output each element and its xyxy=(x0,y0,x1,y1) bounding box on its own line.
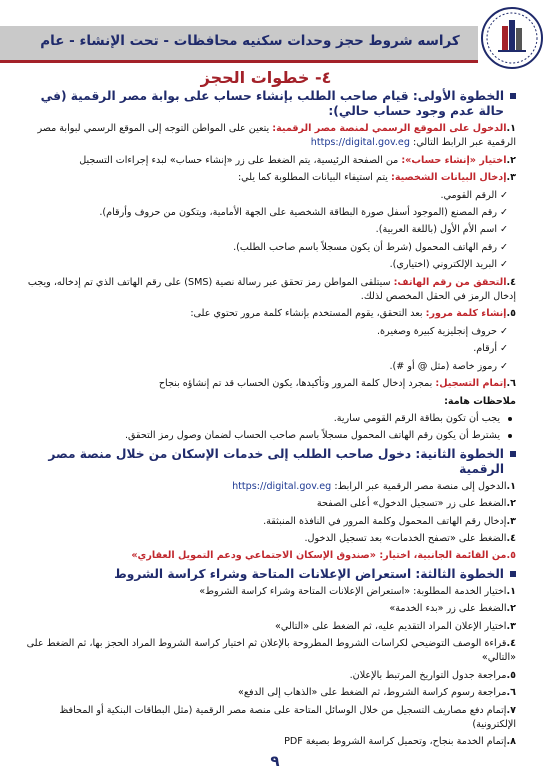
item-number: ٥. xyxy=(506,669,516,681)
step3-heading xyxy=(16,567,516,582)
header-title: كراسه شروط حجز وحدات سكنيه محافظات - تحت الإنشاء - عام xyxy=(40,33,460,49)
section-title: ٤- خطوات الحجز xyxy=(200,68,332,87)
item-number: ٦. xyxy=(506,687,516,699)
item-text: الضغط على زر «بدء الخدمة» xyxy=(389,603,507,615)
step2-item-3 xyxy=(16,515,516,529)
step1-heading-text: الخطوة الأولى: قيام صاحب الطلب بإنشاء حساب على بوابة مصر الرقمية (في حالة عدم وجود حساب حالي): xyxy=(40,89,504,118)
step2-heading-text: الخطوة الثانية: دخول صاحب الطلب إلى خدمات الإسكان من خلال منصة مصر الرقمية xyxy=(48,446,504,476)
step1-item-6 xyxy=(16,377,516,391)
check-item xyxy=(16,206,508,220)
bullet-dot-icon xyxy=(508,434,512,438)
item-number: ١. xyxy=(506,123,516,134)
check-text: رقم المصنع (الموجود أسفل صورة البطاقة الشخصية على الجهة الأمامية، ويتكون من حروف وأرقام). xyxy=(99,207,497,219)
item-text: يتم استيفاء البيانات المطلوبة كما يلي: xyxy=(237,172,391,184)
check-text: أرقام. xyxy=(473,343,497,355)
item-text: إتمام الخدمة بنجاح، وتحميل كراسة الشروط بصيغة PDF xyxy=(284,736,507,748)
step3-item-7 xyxy=(16,704,516,733)
item-number: ٣. xyxy=(506,620,516,632)
check-icon: ✓ xyxy=(499,343,508,355)
step3-item-4 xyxy=(16,637,516,666)
note-text: يشترط أن يكون رقم الهاتف المحمول مسجلاً باسم صاحب الحساب لضمان وصول رمز التحقق. xyxy=(124,430,500,442)
item-label: التحقق من رقم الهاتف: xyxy=(393,276,507,288)
check-text: البريد الإلكتروني (اختياري). xyxy=(389,259,497,271)
step3-item-8 xyxy=(16,735,516,749)
digital-gov-link[interactable]: https://digital.gov.eg xyxy=(232,480,332,492)
step1-heading xyxy=(16,89,516,119)
item-text: إدخال رقم الهاتف المحمول وكلمة المرور في النافذة المنبثقة. xyxy=(263,515,507,527)
check-icon: ✓ xyxy=(499,360,508,372)
check-item xyxy=(16,258,508,272)
item-label: الدخول على الموقع الرسمي لمنصة مصر الرقمية: xyxy=(272,123,507,134)
item-label: إدخال البيانات الشخصية: xyxy=(390,172,507,184)
item-number: ٣. xyxy=(506,515,516,527)
item-text: اختيار الإعلان المراد التقديم عليه، ثم الضغط على «التالي» xyxy=(275,620,507,632)
step1-item-5 xyxy=(16,307,516,321)
item-text: سيتلقى المواطن رمز تحقق عبر رسالة نصية (SMS) على رقم الهاتف الذي تم إدخاله، ويجب إدخال الرمز في الحقل المخصص لذلك. xyxy=(27,276,516,303)
step3-item-1 xyxy=(16,585,516,599)
bullet-square-icon xyxy=(510,571,516,577)
item-number: ٣. xyxy=(506,172,516,184)
notes-title: ملاحظات هامة: xyxy=(444,395,516,407)
item-number: ١. xyxy=(506,480,516,492)
note-text: يجب أن تكون بطاقة الرقم القومي سارية. xyxy=(333,412,500,424)
step1-item-1 xyxy=(16,122,516,151)
note-item xyxy=(16,429,500,443)
item-label: إنشاء كلمة مرور: xyxy=(425,308,507,320)
check-icon: ✓ xyxy=(499,259,508,271)
step2-item-5 xyxy=(16,549,516,563)
check-item xyxy=(16,342,508,356)
check-item xyxy=(16,360,508,374)
header-stripe xyxy=(0,60,478,63)
item-text: الضغط على «تصفح الخدمات» بعد تسجيل الدخول. xyxy=(304,532,507,544)
item-text: بمجرد إدخال كلمة المرور وتأكيدها، يكون الحساب قد تم إنشاؤه بنجاح xyxy=(158,378,436,390)
item-text: بعد التحقق، يقوم المستخدم بإنشاء كلمة مرور تحتوي على: xyxy=(190,308,426,320)
item-text: الضغط على زر «تسجيل الدخول» أعلى الصفحة xyxy=(316,498,507,510)
check-icon: ✓ xyxy=(499,189,508,201)
item-number: ٢. xyxy=(506,154,516,166)
step3-item-6 xyxy=(16,686,516,700)
check-item xyxy=(16,223,508,237)
check-icon: ✓ xyxy=(499,241,508,253)
page-number: ٩ xyxy=(270,752,280,770)
item-number: ٧. xyxy=(506,704,516,716)
item-text: مراجعة جدول التواريخ المرتبط بالإعلان. xyxy=(349,669,507,681)
item-number: ٦. xyxy=(506,378,516,390)
bullet-square-icon xyxy=(510,451,516,457)
page-header xyxy=(0,0,550,72)
item-number: ٤. xyxy=(506,276,516,288)
item-number: ٤. xyxy=(506,532,516,544)
check-item xyxy=(16,189,508,203)
item-text: يتعين على المواطن التوجه إلى الموقع الرسمي لبوابة مصر الرقمية عبر الرابط التالي: xyxy=(37,123,516,149)
step3-item-5 xyxy=(16,669,516,683)
step2-item-2 xyxy=(16,497,516,511)
step1-item-4 xyxy=(16,276,516,305)
step3-item-3 xyxy=(16,620,516,634)
bullet-dot-icon xyxy=(508,417,512,421)
bullet-square-icon xyxy=(510,93,516,99)
item-number: ٨. xyxy=(506,736,516,748)
item-number: ٥. xyxy=(506,308,516,320)
step2-item-1 xyxy=(16,480,516,494)
content-area xyxy=(16,66,516,753)
check-text: اسم الأم الأول (باللغة العربية). xyxy=(375,224,497,236)
step2-item-4 xyxy=(16,532,516,546)
item-number: ٢. xyxy=(506,603,516,615)
check-text: الرقم القومي. xyxy=(440,189,497,201)
item-number: ٤. xyxy=(506,637,516,649)
step3-item-2 xyxy=(16,602,516,616)
step2-heading xyxy=(16,447,516,477)
check-text: رموز خاصة (مثل @ أو #). xyxy=(389,360,497,372)
check-icon: ✓ xyxy=(499,207,508,219)
item-text: الدخول إلى منصة مصر الرقمية عبر الرابط: xyxy=(334,480,507,492)
item-number: ٢. xyxy=(506,498,516,510)
step1-item-3 xyxy=(16,171,516,185)
check-icon: ✓ xyxy=(499,224,508,236)
item-text: اختيار الخدمة المطلوبة: «استعراض الإعلانات المتاحة وشراء كراسة الشروط» xyxy=(199,585,507,597)
item-number: ١. xyxy=(506,585,516,597)
item-text: مراجعة رسوم كراسة الشروط، ثم الضغط على «الذهاب إلى الدفع» xyxy=(238,687,507,699)
item-text: من الصفحة الرئيسية، يتم الضغط على زر «إنشاء حساب» لبدء إجراءات التسجيل xyxy=(79,154,402,166)
item-label: إتمام التسجيل: xyxy=(435,378,507,390)
item-label: اختيار «إنشاء حساب»: xyxy=(401,154,507,166)
step1-item-2 xyxy=(16,154,516,168)
housing-fund-logo-icon xyxy=(480,6,544,70)
check-item xyxy=(16,325,508,339)
digital-gov-link[interactable]: https://digital.gov.eg xyxy=(310,137,410,149)
step3-heading-text: الخطوة الثالثة: استعراض الإعلانات المتاحة وشراء كراسة الشروط xyxy=(114,566,504,581)
check-text: رقم الهاتف المحمول (شرط أن يكون مسجلاً باسم صاحب الطلب). xyxy=(233,241,497,253)
check-icon: ✓ xyxy=(499,325,508,337)
note-item xyxy=(16,412,500,426)
check-item xyxy=(16,241,508,255)
item-text: إتمام دفع مصاريف التسجيل من خلال الوسائل المتاحة على منصة مصر الرقمية (مثل البطاقات البنكية أو المحافظ الإلكترونية) xyxy=(59,704,516,730)
item-text: قراءة الوصف التوضيحي لكراسات الشروط المطروحة بالإعلان ثم اختيار كراسة الشروط المراد الحجز بها، ثم الضغط على «التالي» xyxy=(26,637,516,664)
check-text: حروف إنجليزية كبيرة وصغيرة. xyxy=(376,325,497,337)
item-number: ٥. xyxy=(506,550,516,562)
item-text: من القائمة الجانبية، اختيار: «صندوق الإسكان الاجتماعي ودعم التمويل العقاري» xyxy=(131,550,507,562)
